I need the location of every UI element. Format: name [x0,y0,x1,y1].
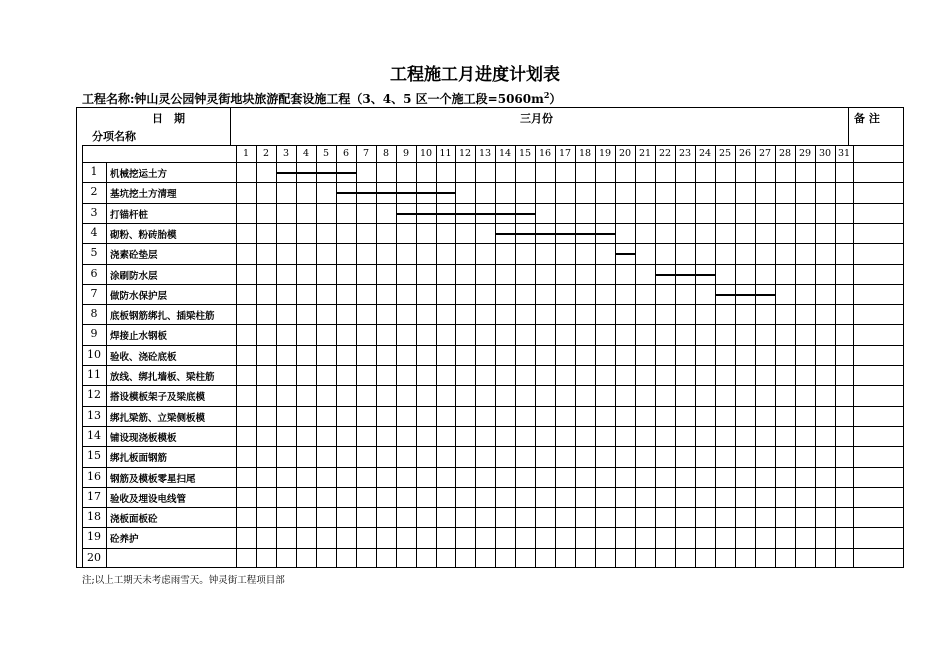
day-number: 24 [698,148,712,159]
task-name: 绑扎板面钢筋 [110,453,168,465]
row-number: 16 [87,469,101,483]
row-line [82,223,904,224]
day-row-bottom-line [82,162,904,163]
task-name: 验收及埋设电线管 [110,493,187,505]
task-name: 铺设现浇板模板 [110,432,177,444]
remark-header: 备 注 [854,112,880,125]
project-name [82,90,561,107]
day-column-line [555,145,556,568]
row-number: 13 [87,408,101,422]
item-header: 分项名称 [92,130,136,143]
day-number: 1 [242,148,250,159]
day-number: 31 [837,148,851,159]
day-column-line [376,145,377,568]
row-number: 1 [90,165,98,178]
day-column-line [316,145,317,568]
day-column-line [815,145,816,568]
day-number: 11 [439,148,452,159]
task-name: 焊接止水钢板 [110,331,168,343]
task-name: 打锚杆桩 [110,209,149,221]
task-name: 搭设模板架子及梁底模 [110,392,206,404]
task-name: 底板钢筋绑扎、插梁柱筋 [110,311,215,323]
day-column-line [853,145,854,568]
day-number: 21 [638,148,652,159]
day-column-line [436,145,437,568]
schedule-bar-6 [655,274,715,276]
schedule-bar-4 [495,233,615,235]
row-line [82,426,904,427]
header-divider [848,107,849,145]
row-line [82,304,904,305]
row-number: 14 [87,428,101,442]
row-line [82,203,904,204]
task-name: 砼养护 [110,534,139,546]
row-line [82,548,904,549]
row-number: 8 [90,307,98,321]
row-number: 2 [90,185,98,199]
schedule-table [76,107,904,568]
day-number: 20 [618,148,632,159]
day-number: 27 [758,148,772,159]
row-line [82,507,904,508]
task-name: 涂刷防水层 [110,270,158,282]
row-number: 12 [87,388,101,402]
row-line [82,406,904,407]
row-line [82,243,904,244]
row-number: 11 [87,368,101,381]
header-divider [230,107,231,145]
day-number: 12 [458,148,472,159]
row-line [82,385,904,386]
row-line [82,324,904,325]
day-number: 4 [302,148,310,159]
day-number: 28 [778,148,792,159]
task-name: 验收、浇砼底板 [110,351,177,363]
task-name: 砌粉、粉砖胎模 [110,229,177,241]
row-number: 9 [90,327,98,341]
schedule-bar-7 [715,294,775,296]
day-column-line [256,145,257,568]
task-name: 基坑挖土方清理 [110,189,177,201]
row-line [82,284,904,285]
day-column-line [495,145,496,568]
schedule-bar-2 [336,192,455,194]
day-number: 7 [362,148,370,159]
day-number: 22 [658,148,672,159]
day-number: 10 [419,148,433,159]
task-name: 做防水保护层 [110,290,168,302]
day-column-line [635,145,636,568]
day-number: 8 [382,148,390,159]
row-number: 7 [90,286,98,300]
page-title: 工程施工月进度计划表 [390,65,560,85]
day-column-line [356,145,357,568]
task-name: 浇板面板砼 [110,514,158,526]
column-line [106,162,107,568]
day-number: 26 [738,148,752,159]
row-number: 6 [90,266,98,280]
row-number: 15 [87,449,101,463]
task-name: 钢筋及模板零星扫尾 [110,473,196,485]
row-line [82,365,904,366]
day-number: 14 [498,148,512,159]
row-number: 4 [90,225,98,239]
row-number: 19 [87,530,101,544]
project-unit-exponent: 2 [543,90,550,100]
row-line [82,345,904,346]
row-number: 17 [87,489,101,503]
day-number: 25 [718,148,732,159]
day-column-line [296,145,297,568]
day-column-line [455,145,456,568]
row-line [82,527,904,528]
day-number: 6 [342,148,350,159]
day-number: 18 [578,148,592,159]
task-name: 绑扎梁筋、立梁侧板模 [110,412,206,424]
day-number: 3 [282,148,290,159]
day-number: 17 [558,148,572,159]
row-line [82,264,904,265]
task-name: 机械挖运土方 [110,169,168,180]
row-number: 5 [90,246,98,260]
task-name: 浇素砼垫层 [110,250,158,262]
day-number: 5 [322,148,330,159]
day-number: 16 [538,148,552,159]
day-column-line [535,145,536,568]
day-column-line [735,145,736,568]
day-column-line [236,145,237,568]
day-column-line [416,145,417,568]
row-number: 3 [90,205,98,219]
row-number: 18 [87,510,101,524]
day-column-line [835,145,836,568]
row-number: 20 [87,550,101,564]
day-number: 23 [678,148,692,159]
project-text: 工程名称:钟山灵公园钟灵街地块旅游配套设施工程（3、4、5 区一个施工段=5060m [82,92,544,106]
day-column-line [795,145,796,568]
schedule-bar-3 [396,213,535,215]
row-line [82,487,904,488]
row-line [82,467,904,468]
day-number: 2 [262,148,270,159]
day-column-line [575,145,576,568]
day-column-line [675,145,676,568]
day-column-line [755,145,756,568]
date-header: 日 期 [152,112,185,125]
day-number: 30 [818,148,832,159]
row-line [82,182,904,183]
day-column-line [475,145,476,568]
day-number: 9 [402,148,410,159]
day-column-line [276,145,277,568]
day-column-line [655,145,656,568]
day-column-line [695,145,696,568]
project-close: ） [549,92,562,106]
task-name: 放线、绑扎墙板、梁柱筋 [110,372,215,383]
day-column-line [615,145,616,568]
day-column-line [515,145,516,568]
footnote: 注;以上工期天未考虑雨雪天。钟灵街工程项目部 [82,575,285,586]
day-number: 19 [598,148,612,159]
schedule-bar-5 [615,253,635,255]
row-number: 10 [87,347,101,361]
day-column-line [715,145,716,568]
day-column-line [336,145,337,568]
schedule-bar-1 [276,172,356,174]
month-header: 三月份 [520,112,553,125]
day-column-line [595,145,596,568]
row-line [82,446,904,447]
day-column-line [775,145,776,568]
day-column-line [396,145,397,568]
day-number: 13 [478,148,492,159]
day-number: 15 [518,148,532,159]
day-number: 29 [798,148,812,159]
